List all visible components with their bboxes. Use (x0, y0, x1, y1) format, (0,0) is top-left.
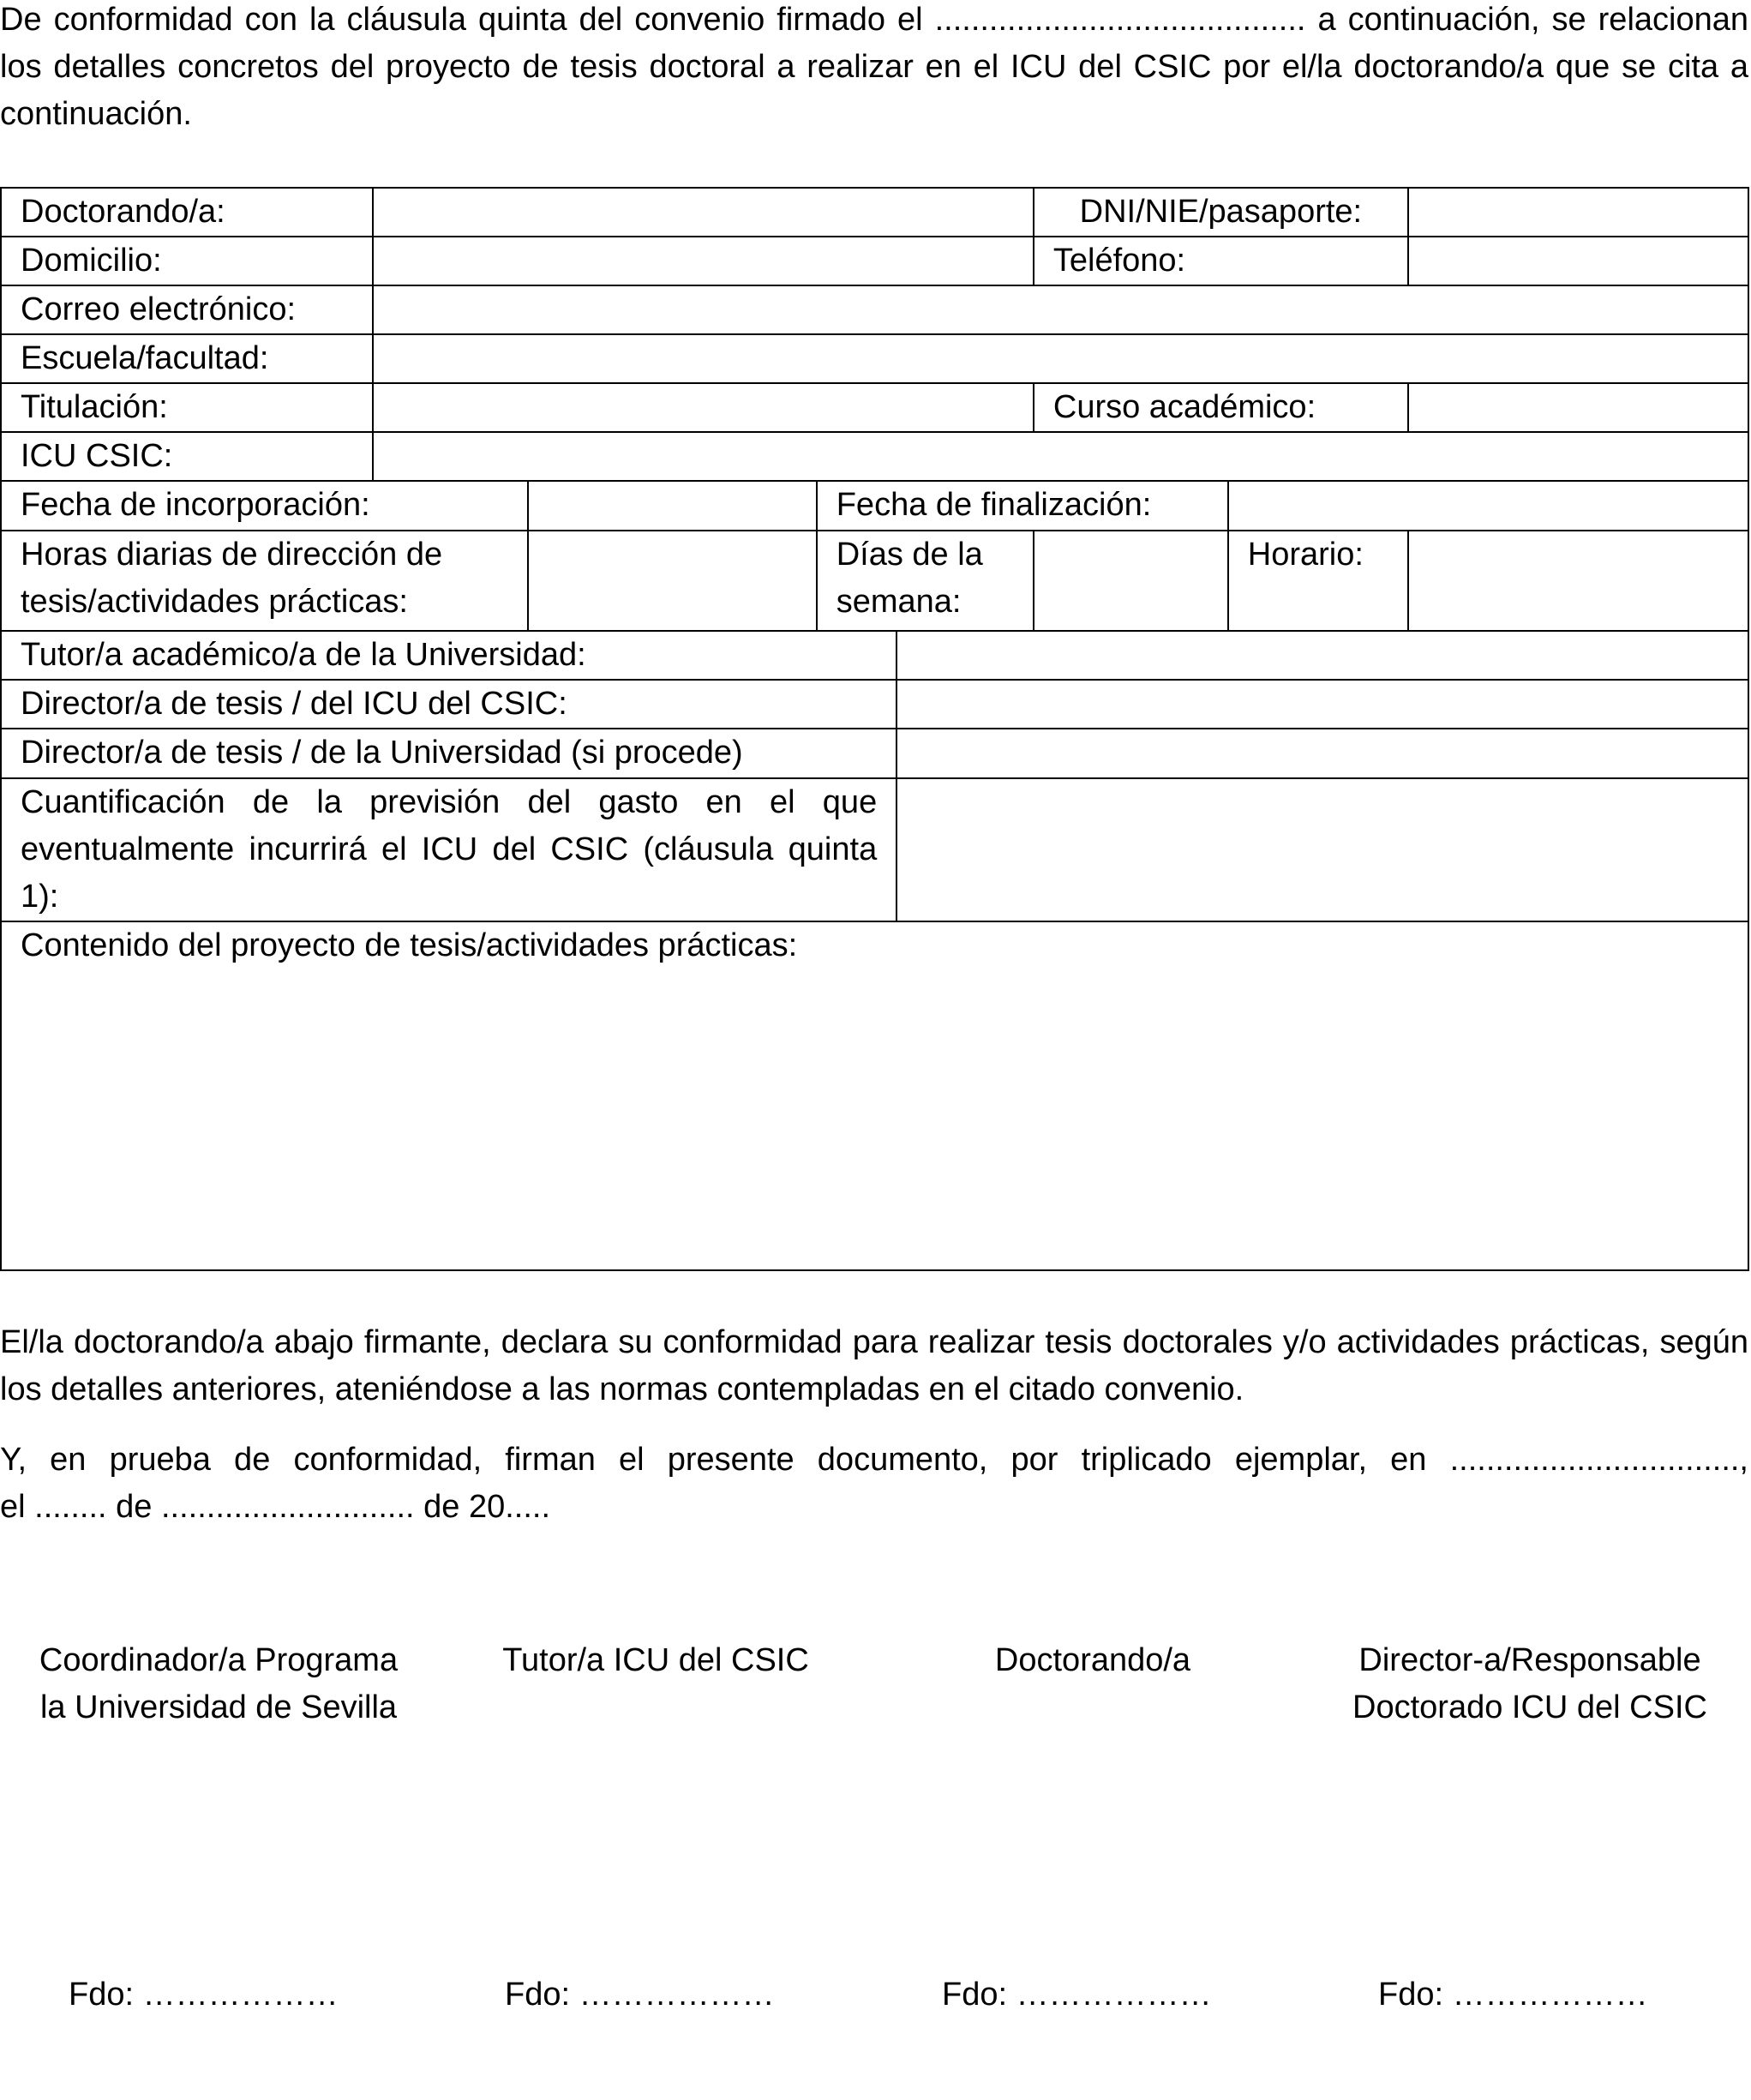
label-dni: DNI/NIE/pasaporte: (1034, 188, 1408, 237)
label-dias-semana: Días de la semana: (817, 531, 1034, 631)
field-tutor-universidad[interactable] (896, 631, 1748, 680)
field-curso[interactable] (1408, 383, 1748, 432)
signatory-coordinador (0, 1637, 437, 1731)
fdo-coordinador: Fdo: ……………… (69, 1977, 339, 2013)
intro-paragraph: De conformidad con la cláusula quinta del convenio firmado el ......................................... a continuación, se relacionan los detalles concretos del proyecto de tesis doctoral a realizar en el ICU del CSIC por el/la doctorando/a que se cita a continuación. (0, 2, 1748, 132)
fdo-doctorando: Fdo: ……………… (942, 1977, 1212, 2013)
label-horas-diarias: Horas diarias de dirección de tesis/actividades prácticas: (1, 531, 528, 631)
signatory-doctorando (874, 1637, 1311, 1684)
row-escuela (1, 334, 1748, 383)
label-doctorando: Doctorando/a: (1, 188, 373, 237)
row-correo (1, 285, 1748, 334)
field-correo[interactable] (373, 285, 1748, 334)
declaration-paragraph: El/la doctorando/a abajo firmante, declara su conformidad para realizar tesis doctorales y/o actividades prácticas, según los detalles anteriores, ateniéndose a las normas contempladas en el citado convenio. (0, 1324, 1748, 1407)
label-icu: ICU CSIC: (1, 432, 373, 481)
signatory-tutor-label: Tutor/a ICU del CSIC (502, 1642, 809, 1678)
label-domicilio: Domicilio: (1, 237, 373, 285)
signatory-director (1311, 1637, 1748, 1731)
row-director-icu (1, 680, 1748, 729)
label-curso: Curso académico: (1034, 383, 1408, 432)
label-horario: Horario: (1228, 531, 1408, 631)
signatory-tutor (437, 1637, 874, 1684)
label-contenido: Contenido del proyecto de tesis/actividades prácticas: (21, 927, 798, 963)
row-doctorando (1, 188, 1748, 237)
label-escuela: Escuela/facultad: (1, 334, 373, 383)
signatory-coordinador-line-1: Coordinador/a Programa (39, 1642, 399, 1678)
row-contenido (1, 921, 1748, 1270)
label-fecha-incorporacion: Fecha de incorporación: (1, 481, 528, 531)
label-telefono: Teléfono: (1034, 237, 1408, 285)
field-contenido[interactable] (1, 921, 1748, 1270)
row-horas (1, 531, 1748, 631)
field-director-universidad[interactable] (896, 729, 1748, 778)
row-director-universidad (1, 729, 1748, 778)
conformity-paragraph (0, 1437, 1748, 1531)
field-dni[interactable] (1408, 188, 1748, 237)
field-fecha-finalizacion[interactable] (1228, 481, 1748, 531)
field-titulacion[interactable] (373, 383, 1034, 432)
row-domicilio (1, 237, 1748, 285)
field-director-icu[interactable] (896, 680, 1748, 729)
label-tutor-universidad: Tutor/a académico/a de la Universidad: (1, 631, 896, 680)
fdo-director: Fdo: ……………… (1378, 1977, 1648, 2013)
row-fechas (1, 481, 1748, 531)
row-tutor (1, 631, 1748, 680)
field-horas-diarias[interactable] (528, 531, 817, 631)
fdo-tutor: Fdo: ……………… (505, 1977, 775, 2013)
label-titulacion: Titulación: (1, 383, 373, 432)
field-icu[interactable] (373, 432, 1748, 481)
project-details-table (0, 187, 1749, 1271)
signatory-coordinador-line-2: la Universidad de Sevilla (39, 1689, 398, 1725)
label-director-icu: Director/a de tesis / del ICU del CSIC: (1, 680, 896, 729)
row-cuantificacion (1, 778, 1748, 921)
label-correo: Correo electrónico: (1, 285, 373, 334)
row-titulacion (1, 383, 1748, 432)
field-doctorando[interactable] (373, 188, 1034, 237)
signatory-director-line-2: Doctorado ICU del CSIC (1352, 1689, 1707, 1725)
field-cuantificacion[interactable] (896, 778, 1748, 921)
field-dias-semana[interactable] (1034, 531, 1228, 631)
conformity-line-2: el ........ de ............................ de 20..... (0, 1489, 551, 1525)
field-escuela[interactable] (373, 334, 1748, 383)
signatory-doctorando-label: Doctorando/a (994, 1642, 1191, 1678)
signatory-director-line-1: Director-a/Responsable (1358, 1642, 1701, 1678)
conformity-line-1: Y, en prueba de conformidad, firman el presente documento, por triplicado ejemplar, en ................................, (0, 1442, 1748, 1478)
field-horario[interactable] (1408, 531, 1748, 631)
label-director-universidad: Director/a de tesis / de la Universidad (si procede) (1, 729, 896, 778)
label-cuantificacion: Cuantificación de la previsión del gasto en el que eventualmente incurrirá el ICU del CSIC (cláusula quinta 1): (1, 778, 896, 921)
label-fecha-finalizacion: Fecha de finalización: (817, 481, 1228, 531)
field-fecha-incorporacion[interactable] (528, 481, 817, 531)
row-icu (1, 432, 1748, 481)
field-domicilio[interactable] (373, 237, 1034, 285)
field-telefono[interactable] (1408, 237, 1748, 285)
